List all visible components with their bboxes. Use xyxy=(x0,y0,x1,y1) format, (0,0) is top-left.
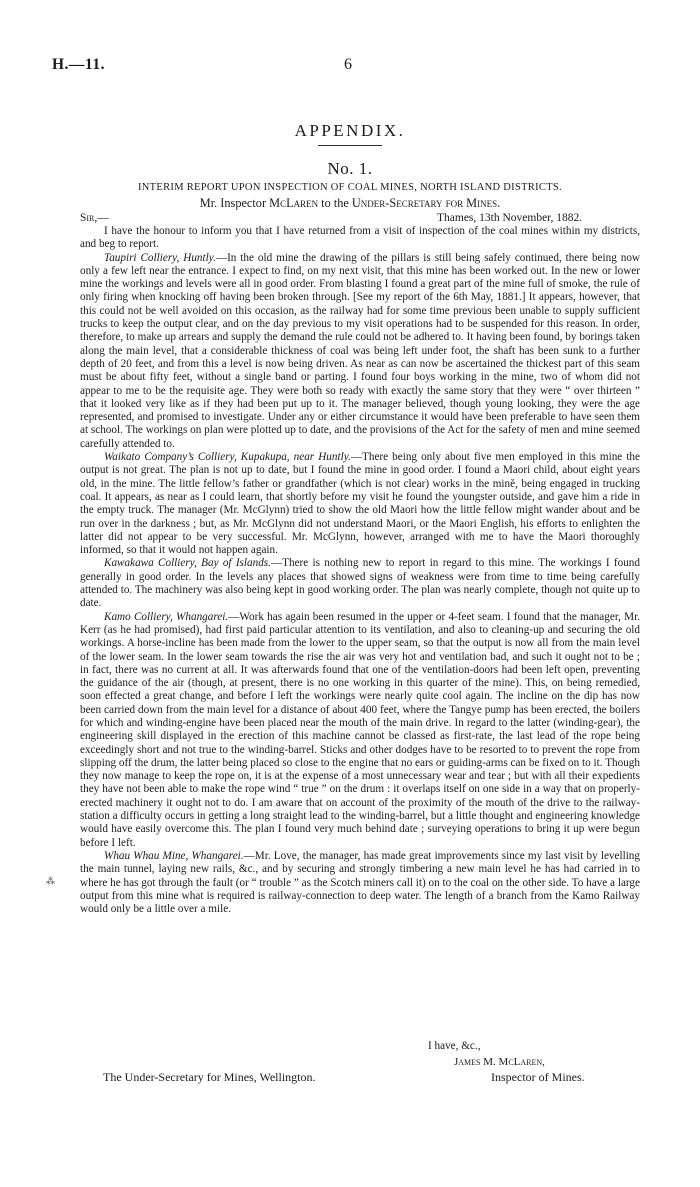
section-paragraph-waikato xyxy=(80,451,640,557)
section-heading: Waikato Company’s Colliery, Kupakupa, near Huntly. xyxy=(104,451,351,464)
addressee: The Under-Secretary for Mines, Wellington. xyxy=(103,1070,316,1084)
section-paragraph-kamo xyxy=(80,611,640,850)
intro-paragraph: I have the honour to inform you that I have returned from a visit of inspection of the coal mines within my districts, and beg to report. xyxy=(80,225,640,251)
section-heading: Kamo Colliery, Whangarei. xyxy=(104,610,229,623)
report-subheading xyxy=(0,196,700,211)
letter-body xyxy=(80,225,640,916)
section-heading: Whau Whau Mine, Whangarei. xyxy=(104,849,244,862)
margin-mark: ⁂ xyxy=(46,876,55,886)
section-heading: Taupiri Colliery, Huntly. xyxy=(104,251,216,264)
section-text: —Work has again been resumed in the upper or 4-feet seam. I found that the manager, Mr. Kerr (as he had promised), had first paid particular attention to its ventilation, and also to cleaning-up and securing the old workings. A horse-incline has been made from the lower to the upper seam, so that the output is now all from the main level of the lower seam. In the lower seam towards the rise the air was very hot and ventilation bad, and such it ought not to be ; in fact, there was no current at all. It was afterwards found that one of the ventilation-doors had been left open, preventing the guidance of the air (though, at present, there is no one working in this quarter of the mine). This, on being remedied, soon effected a great change, and before I left the workings were nearly quite cool again. The incline on the dip has now been carried down from the main level for a distance of about 400 feet, where the Tangye pump has been erected, the boilers for which and winding-engine have been placed near the mouth of the main drive. In regard to the latter (winding-gear), the engineering skill displayed in the erection of this machine cannot be classed as first-rate, the last lead of the rope being exceedingly short and not true to the winding-barrel. Sticks and other dodges have to be resorted to to prevent the rope from slipping off the drum, the latter being placed so close to the engine that no ears or guiding-arms can be fixed on to it. Though they now manage to keep the rope on, it is at the expense of a most unnecessary wear and tear ; but with all their expedients they have not been able to make the rope wind “ true ” on the drum : it overlaps itself on one side in a way that on properly-erected machinery it ought not to do. I am aware that on account of the proximity of the mouth of the drive to the railway-station a difficulty occurs in getting a long straight lead to the winding-barrel, but a little thought and engineering knowledge would have easily overcome this. The plan I found very much behind date ; surveying operations to bring it up were begun before I left. xyxy=(80,610,641,849)
report-reference: H.—11. xyxy=(52,56,105,73)
section-text: —There being only about five men employed in this mine the output is not great. The plan is not up to date, but I found the mine in good order. I found a Maori child, about eight years old, in the mine. The little fellow’s father or grandfather (which is not clear) works in the minĕ, being engaged in trucking coal. It appears, as near as I could learn, that shortly before my visit he found the youngster outside, and gave him a ride in the empty truck. The manager (Mr. McGlynn) tried to show the old Maori how the little fellow might wander about and be run over in the darkness ; but, as Mr. McGlynn did not understand Maori, or the Maori English, his efforts to enlighten the latter did not appear to be very successful. Mr. McGlynn, however, arranged with me to have the Maori thoroughly informed, so that it would not happen again. xyxy=(80,451,640,557)
closing: I have, &c., xyxy=(428,1040,481,1052)
subheading-prefix: Mr. Inspector xyxy=(199,196,267,210)
appendix-title: APPENDIX. xyxy=(294,121,406,140)
document-number: No. 1. xyxy=(327,159,373,178)
section-paragraph-kawakawa xyxy=(80,557,640,610)
section-paragraph-taupiri xyxy=(80,252,640,451)
section-paragraph-whau-whau xyxy=(80,850,640,916)
section-text: —Mr. Love, the manager, has made great improvements since my last visit by levelling the main tunnel, laying new rails, &c., and by securing and strongly timbering a new main level he has had carried in to where he has got through the fault (or “ trouble ” as the Scotch miners call it) on to the coal on the other side. To have a large output from this mine what is required is railway-connection to deep water. The length of a branch from the Kamo Railway would only be a little over a mile. xyxy=(80,849,640,916)
page-number: 6 xyxy=(344,56,352,73)
signature-title: Inspector of Mines. xyxy=(491,1070,585,1084)
signature: James M. McLaren, xyxy=(454,1056,545,1068)
report-heading: INTERIM REPORT UPON INSPECTION OF COAL MINES, NORTH ISLAND DISTRICTS. xyxy=(137,182,562,193)
subheading-connector: to the xyxy=(321,196,349,210)
section-text: —In the old mine the drawing of the pillars is still being safely continued, there being now only a few left near the entrance. I expect to find, on my next visit, that this mine has been worked out. In the new or lower mine the workings and levels were all in good order. From blasting I found a great part of the mine full of smoke, the rule of only firing when knocking off having been broken through. [See my report of the 6th May, 1881.] It appears, however, that this could not be well avoided on this occasion, as the railway had for some time previous been unable to supply sufficient trucks to keep the output clear, and on the day previous to my visit operations had to be suspended for this reason. In order, therefore, to make up arrears and supply the demand the rule could not be adhered to. It having been found, by borings taken along the main level, that a considerable thickness of coal was being left under foot, the shaft has been sunk to a further depth of 20 feet, and from this a level is now being driven. As near as can now be ascertained the thickest part of this seam must be about fifty feet, without a single band or parting. I found four boys working in the mine, two of whom did not appear to me to be the requisite age. They were both so ready with exactly the same story that they were “ over thirteen ” that it looked very like as if they had been put up to it. The manager believed, though young looking, they were the age represented, and promised to investigate. Under any or either circumstance it would have been preferable to have seen them at school. The workings on plan were plotted up to date, and the provisions of the Act for the safety of men and mine seemed carefully attended to. xyxy=(80,251,640,450)
title-rule xyxy=(318,145,382,146)
subheading-recipient: Under-Secretary for Mines. xyxy=(351,196,501,210)
salutation: Sir,— xyxy=(80,212,109,224)
dateline: Thames, 13th November, 1882. xyxy=(437,212,583,224)
section-heading: Kawakawa Colliery, Bay of Islands. xyxy=(104,557,271,570)
subheading-name: McLaren xyxy=(269,196,319,210)
section-text: —There is nothing new to report in regard to this mine. The workings I found generally in good order. In the levels any places that showed signs of weakness were from time to time being carefully attended to. The machinery was also being kept in good working order. The plan was nearly complete, though not quite up to date. xyxy=(80,557,640,610)
